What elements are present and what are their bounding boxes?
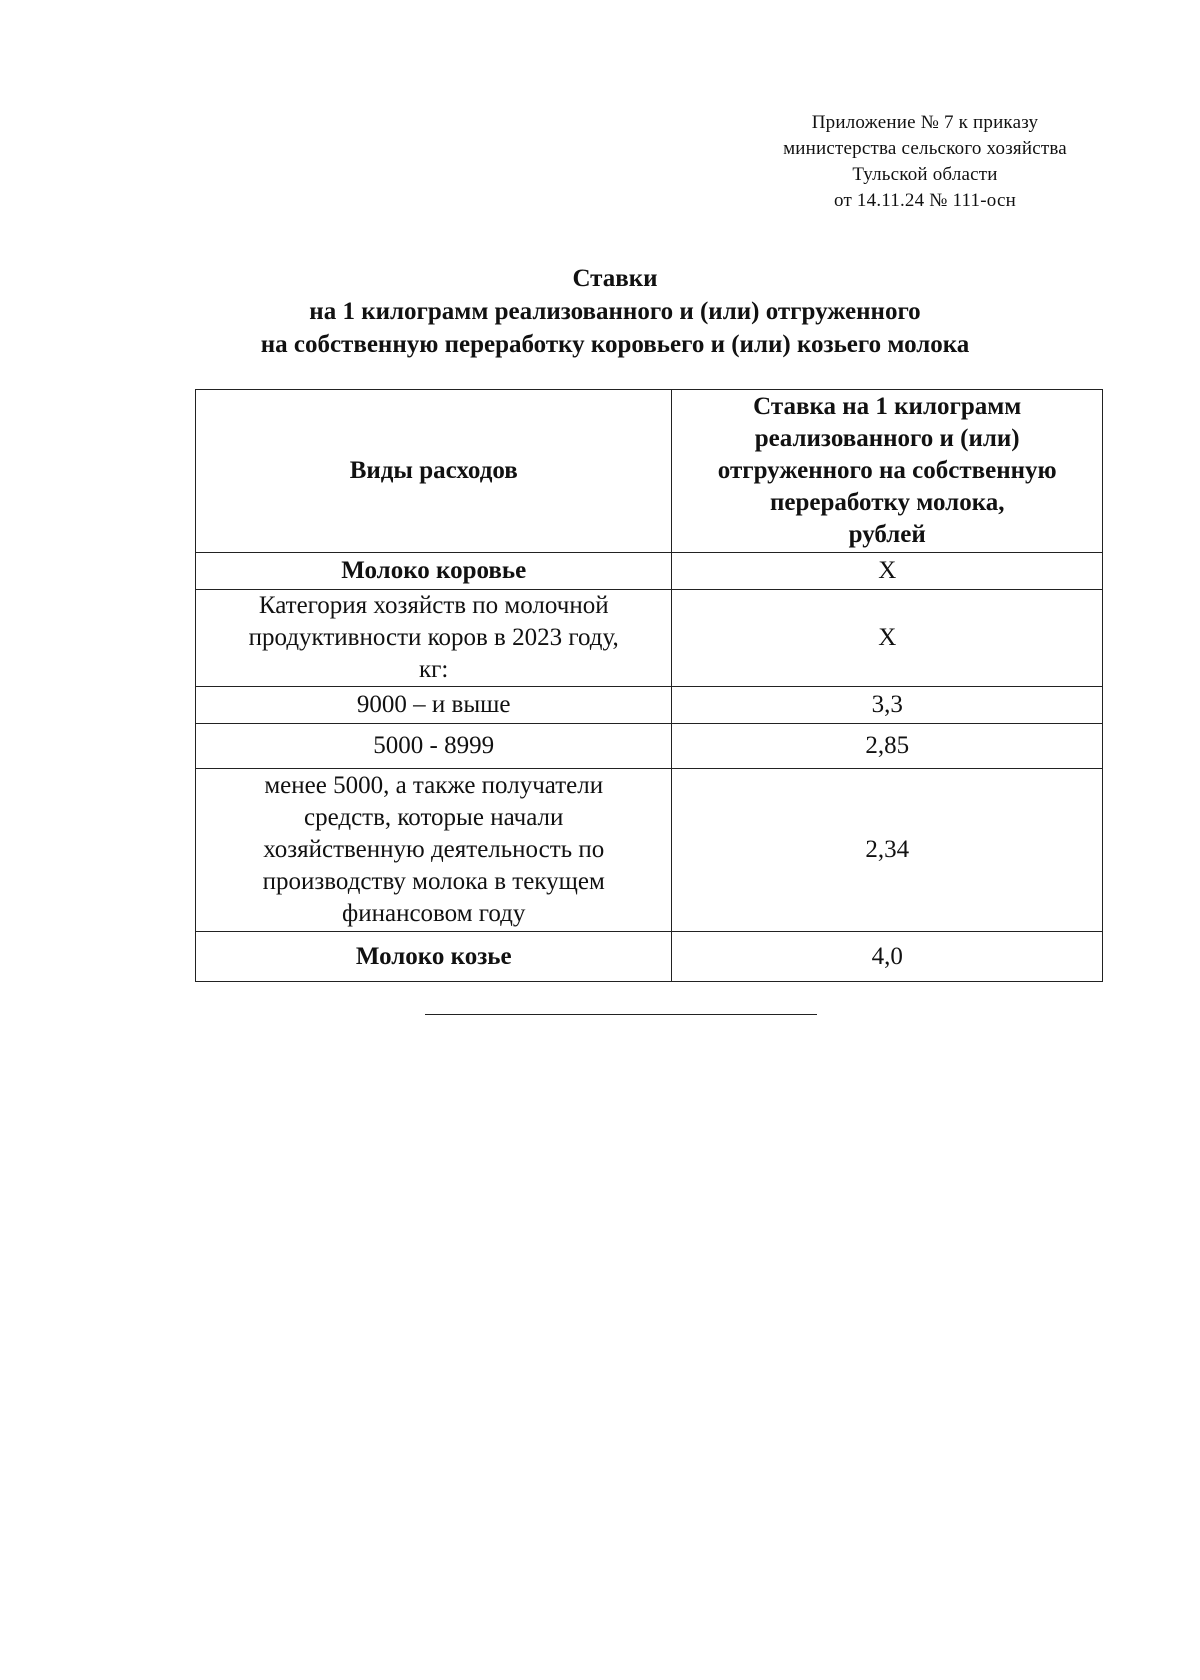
rate-cell: 3,3 — [672, 687, 1103, 724]
cell-line: Молоко коровье — [341, 557, 527, 584]
appendix-block — [730, 110, 1120, 214]
header-cell-rate — [672, 390, 1103, 553]
cell-line: производству молока в текущем — [262, 868, 605, 895]
expense-type-cell — [196, 769, 672, 932]
table-row — [196, 553, 1103, 590]
table-row — [196, 724, 1103, 769]
closing-divider — [425, 1014, 817, 1015]
cell-line: менее 5000, а также получатели — [264, 772, 604, 799]
header-line: переработку молока, — [769, 489, 1005, 516]
rates-table — [195, 389, 1103, 982]
table-header-row — [196, 390, 1103, 553]
title-line: на собственную переработку коровьего и (или) козьего молока — [260, 331, 970, 358]
header-line: реализованного и (или) — [754, 425, 1020, 452]
cell-line: продуктивности коров в 2023 году, — [248, 624, 619, 651]
cell-line: кг: — [419, 656, 449, 683]
rate-cell: Х — [672, 590, 1103, 687]
header-line: Ставка на 1 килограмм — [753, 393, 1022, 420]
expense-type-cell — [196, 724, 672, 769]
cell-line: Молоко козье — [355, 942, 512, 970]
table-row — [196, 687, 1103, 724]
document-title — [150, 262, 1080, 361]
appendix-line: министерства сельского хозяйства — [783, 138, 1067, 159]
header-cell-expense-type — [196, 390, 672, 553]
cell-line: Категория хозяйств по молочной — [258, 592, 609, 619]
expense-type-cell — [196, 553, 672, 590]
title-line: на 1 килограмм реализованного и (или) отгруженного — [309, 298, 921, 325]
cell-line: 9000 – и выше — [356, 691, 511, 718]
rate-cell: 2,34 — [672, 769, 1103, 932]
table-row — [196, 932, 1103, 982]
cell-line: средств, которые начали — [304, 804, 564, 831]
expense-type-cell — [196, 932, 672, 982]
rate-cell: 2,85 — [672, 724, 1103, 769]
table-row — [196, 769, 1103, 932]
appendix-line: Приложение № 7 к приказу — [811, 112, 1039, 133]
expense-type-cell — [196, 687, 672, 724]
cell-line: хозяйственную деятельность по — [263, 836, 605, 863]
appendix-line: Тульской области — [852, 164, 998, 185]
expense-type-cell — [196, 590, 672, 687]
header-label: Виды расходов — [349, 457, 518, 484]
header-line: отгруженного на собственную — [717, 457, 1057, 484]
rate-cell: 4,0 — [672, 932, 1103, 982]
cell-line: финансовом году — [342, 900, 526, 927]
header-line: рублей — [848, 521, 926, 548]
title-line: Ставки — [572, 265, 658, 292]
table-row — [196, 590, 1103, 687]
cell-line: 5000 - 8999 — [373, 732, 495, 759]
rate-cell: Х — [672, 553, 1103, 590]
appendix-line: от 14.11.24 № 111-осн — [834, 190, 1016, 211]
